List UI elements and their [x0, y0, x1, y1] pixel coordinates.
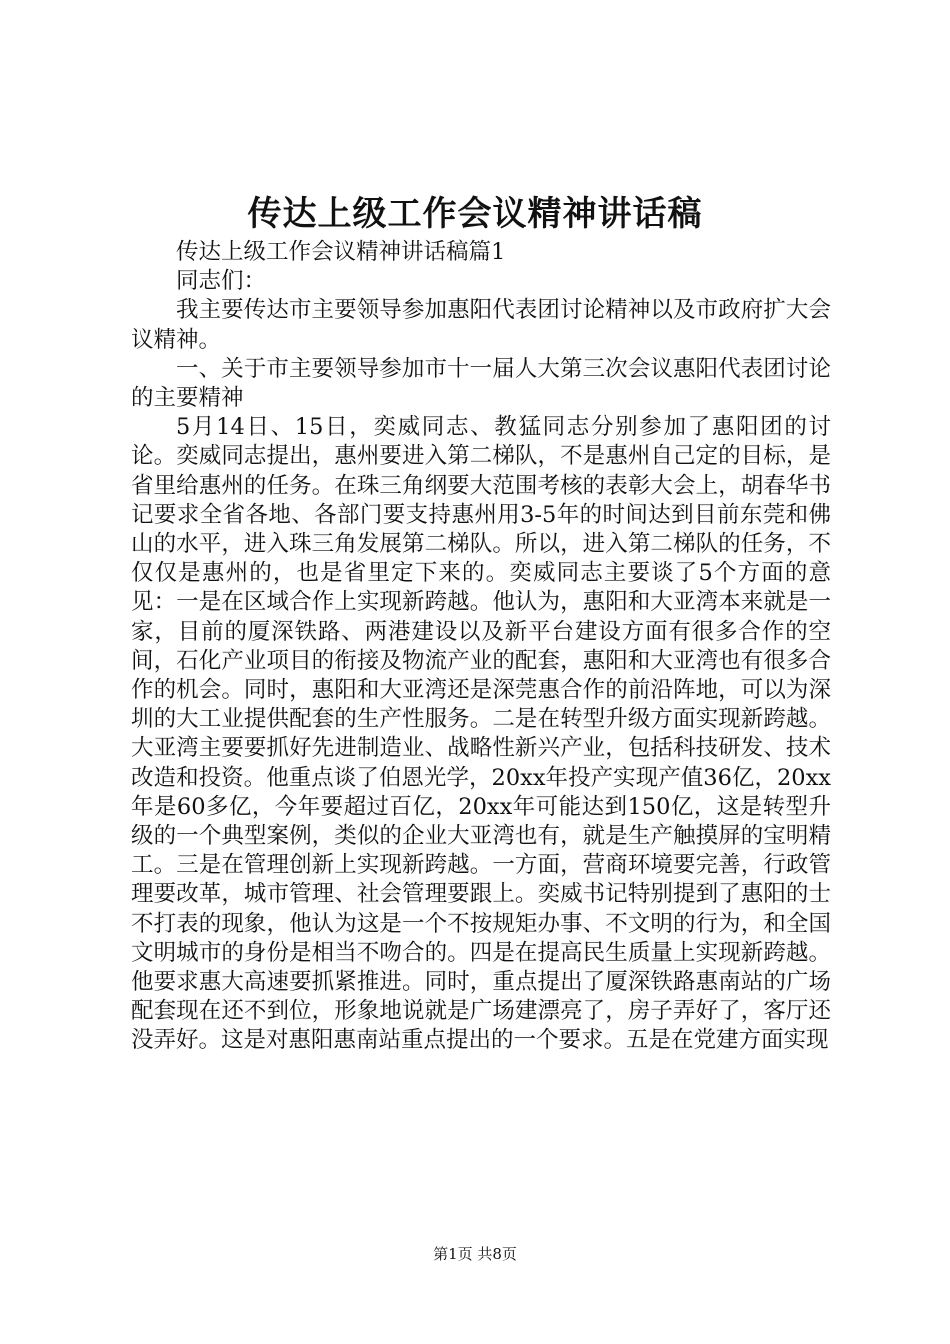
document-title: 传达上级工作会议精神讲话稿 [247, 194, 703, 234]
paragraph-subtitle: 传达上级工作会议精神讲话稿篇1 [176, 239, 506, 265]
paragraph-body: 5月14日、15日，奕威同志、教猛同志分别参加了惠阳团的讨论。奕威同志提出，惠州要进入第二梯队，不是惠州自己定的目标，是省里给惠州的任务。在珠三角纲要大范围考核的表彰大会上，胡春华书记要求全省各地、各部门要支持惠州用3-5年的时间达到目前东莞和佛山的水平，进入珠三角发展第二梯队。所以，进入第二梯队的任务，不仅仅是惠州的，也是省里定下来的。奕威同志主要谈了5个方面的意见：一是在区域合作上实现新跨越。他认为，惠阳和大亚湾本来就是一家，目前的厦深铁路、两港建设以及新平台建设方面有很多合作的空间，石化产业项目的衔接及物流产业的配套，惠阳和大亚湾也有很多合作的机会。同时，惠阳和大亚湾还是深莞惠合作的前沿阵地，可以为深圳的大工业提供配套的生产性服务。二是在转型升级方面实现新跨越。大亚湾主要要抓好先进制造业、战略性新兴产业，包括科技研发、技术改造和投资。他重点谈了伯恩光学，20xx年投产实现产值36亿，20xx年是60多亿，今年要超过百亿，20xx年可能达到150亿，这是转型升级的一个典型案例，类似的企业大亚湾也有，就是生产触摸屏的宝明精工。三是在管理创新上实现新跨越。一方面，营商环境要完善，行政管理要改革，城市管理、社会管理要跟上。奕威书记特别提到了惠阳的士不打表的现象，他认为这是一个不按规矩办事、不文明的行为，和全国文明城市的身份是相当不吻合的。四是在提高民生质量上实现新跨越。他要求惠大高速要抓紧推进。同时，重点提出了厦深铁路惠南站的广场配套现在还不到位，形象地说就是广场建漂亮了，房子弄好了，客厅还没弄好。这是对惠阳惠南站重点提出的一个要求。五是在党建方面实现 [131, 414, 831, 1054]
paragraph-section-heading: 一、关于市主要领导参加市十一届人大第三次会议惠阳代表团讨论的主要精神 [131, 355, 831, 412]
document-body [131, 238, 831, 1056]
paragraph-salutation: 同志们： [176, 268, 267, 295]
paragraph-intro: 我主要传达市主要领导参加惠阳代表团讨论精神以及市政府扩大会议精神。 [131, 297, 831, 353]
page-footer: 第1页 共8页 [433, 1245, 517, 1263]
